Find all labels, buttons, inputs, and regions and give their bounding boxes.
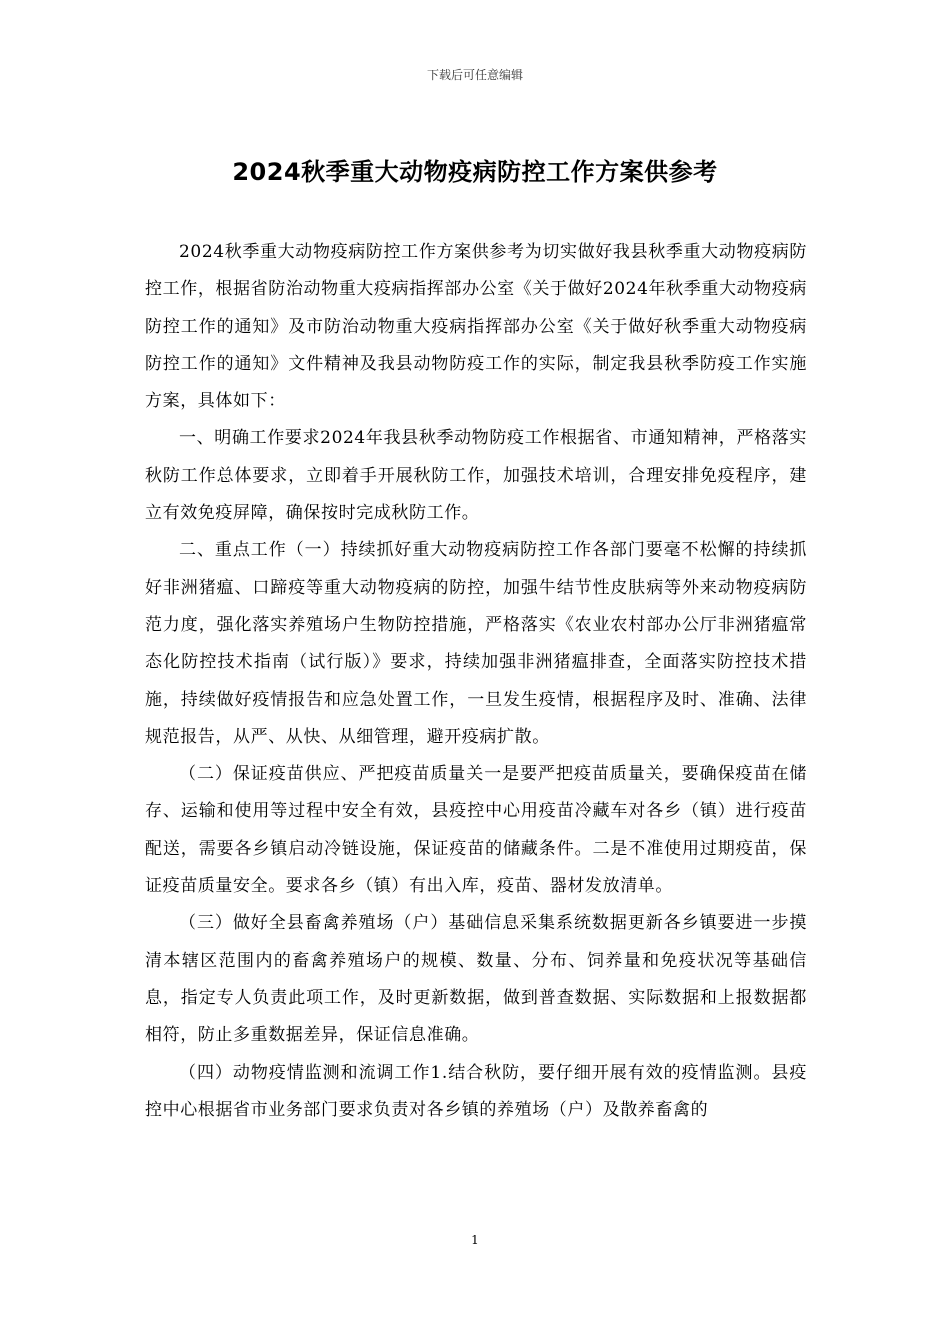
- paragraph-monitoring: （四）动物疫情监测和流调工作1.结合秋防，要仔细开展有效的疫情监测。县疫控中心根据省市业务部门要求负责对各乡镇的养殖场（户）及散养畜禽的: [145, 1062, 807, 1120]
- header-note: 下载后可任意编辑: [426, 68, 523, 82]
- paragraph-farm-data: （三）做好全县畜禽养殖场（户）基础信息采集系统数据更新各乡镇要进一步摸清本辖区范围内的畜禽养殖场户的规模、数量、分布、饲养量和免疫状况等基础信息，指定专人负责此项工作，及时更新数据，做到普查数据、实际数据和上报数据都相符，防止多重数据差异，保证信息准确。: [145, 913, 807, 1046]
- paragraph-vaccine-supply: （二）保证疫苗供应、严把疫苗质量关一是要严把疫苗质量关，要确保疫苗在储存、运输和使用等过程中安全有效，县疫控中心用疫苗冷藏车对各乡（镇）进行疫苗配送，需要各乡镇启动冷链设施，保证疫苗的储藏条件。二是不准使用过期疫苗，保证疫苗质量安全。要求各乡（镇）有出入库，疫苗、器材发放清单。: [145, 764, 807, 897]
- page-number: 1: [471, 1233, 479, 1247]
- paragraph-intro: 2024秋季重大动物疫病防控工作方案供参考为切实做好我县秋季重大动物疫病防控工作，根据省防治动物重大疫病指挥部办公室《关于做好2024年秋季重大动物疫病防控工作的通知》及市防治动物重大疫病指挥部办公室《关于做好秋季重大动物疫病防控工作的通知》文件精神及我县动物防疫工作的实际，制定我县秋季防疫工作实施方案，具体如下：: [145, 242, 807, 412]
- paragraph-section-1: 一、明确工作要求2024年我县秋季动物防疫工作根据省、市通知精神，严格落实秋防工作总体要求，立即着手开展秋防工作，加强技术培训，合理安排免疫程序，建立有效免疫屏障，确保按时完成秋防工作。: [145, 428, 807, 524]
- paragraph-section-2: 二、重点工作（一）持续抓好重大动物疫病防控工作各部门要毫不松懈的持续抓好非洲猪瘟、口蹄疫等重大动物疫病的防控，加强牛结节性皮肤病等外来动物疫病防范力度，强化落实养殖场户生物防控措施，严格落实《农业农村部办公厅非洲猪瘟常态化防控技术指南（试行版）》要求，持续加强非洲猪瘟排查，全面落实防控技术措施，持续做好疫情报告和应急处置工作，一旦发生疫情，根据程序及时、准确、法律规范报告，从严、从快、从细管理，避开疫病扩散。: [145, 540, 807, 747]
- document-body: [145, 234, 807, 1129]
- document-title: 2024秋季重大动物疫病防控工作方案供参考: [232, 158, 718, 186]
